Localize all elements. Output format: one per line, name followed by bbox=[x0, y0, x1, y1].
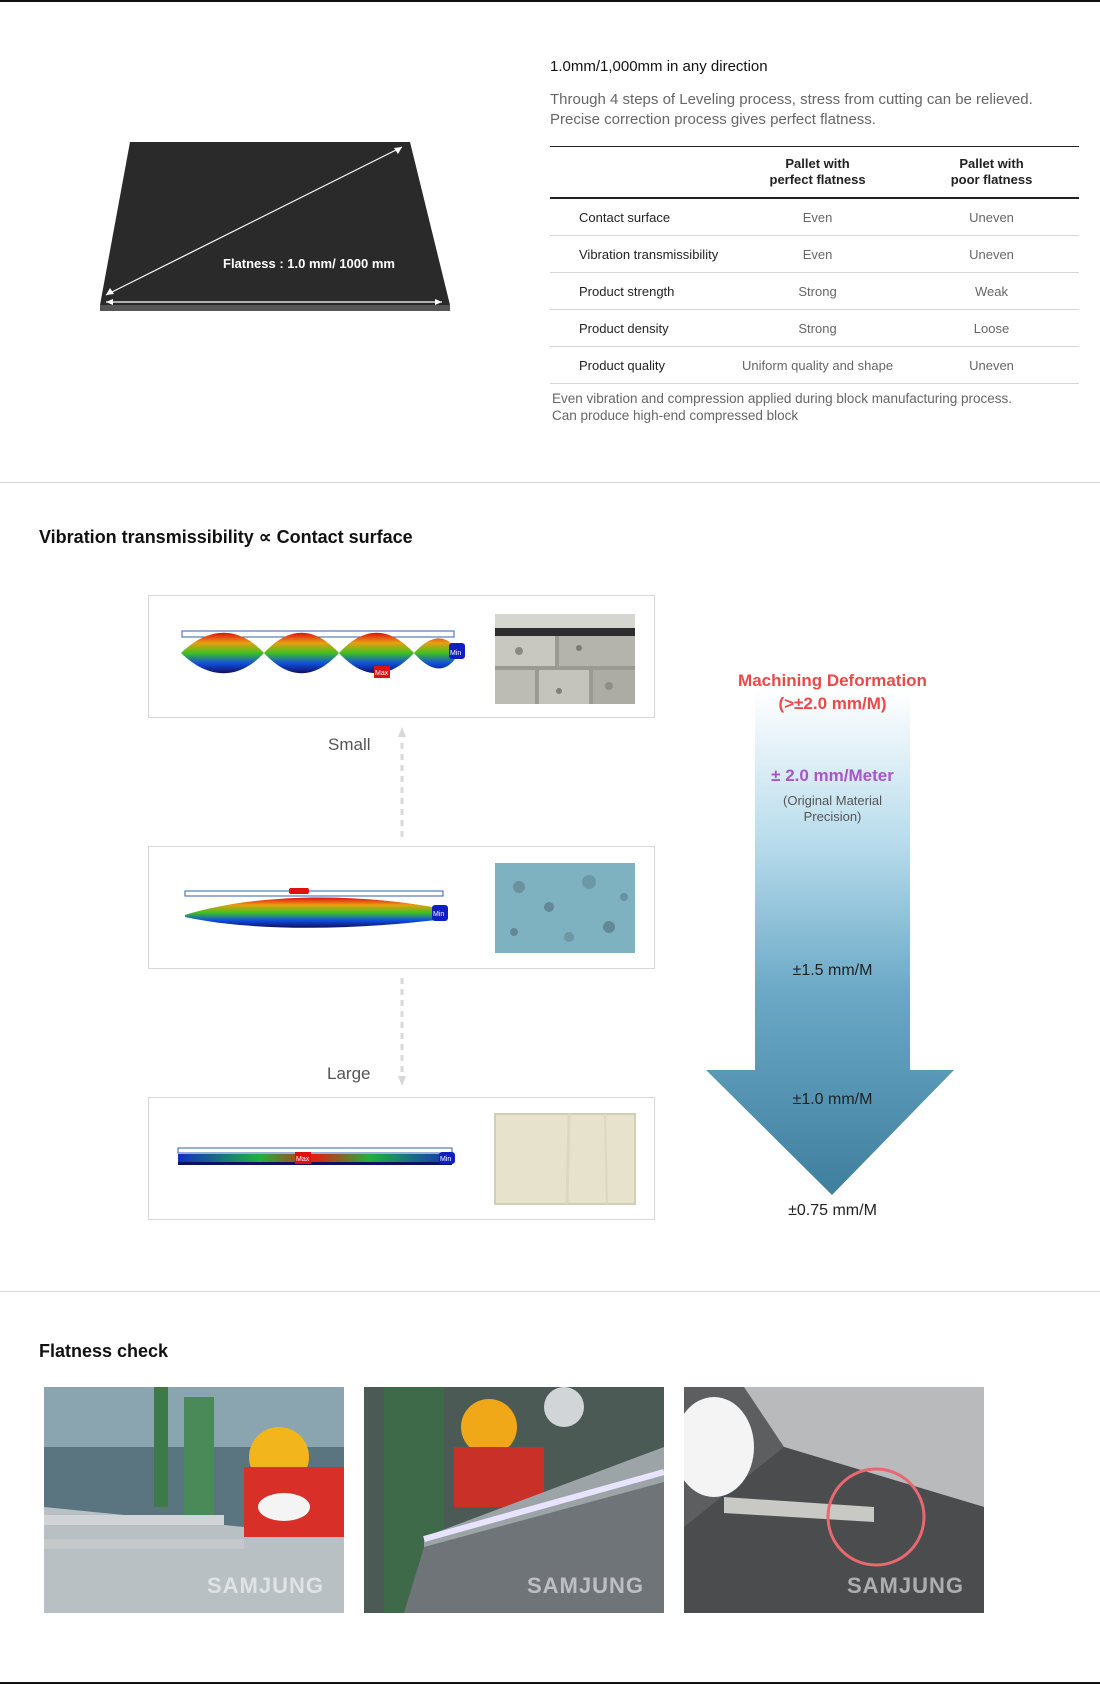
table-row bbox=[550, 310, 1079, 347]
flatness-spec-title: 1.0mm/1,000mm in any direction bbox=[550, 58, 768, 75]
flatness-description bbox=[550, 90, 1050, 130]
vibration-case-large bbox=[148, 1097, 655, 1220]
cell-poor: Uneven bbox=[904, 236, 1079, 273]
level-1-5: ±1.5 mm/M bbox=[792, 962, 873, 979]
max-marker: Max bbox=[296, 1156, 310, 1163]
flatness-check-photo-2 bbox=[364, 1387, 664, 1613]
vibration-case-small bbox=[148, 595, 655, 718]
footnote-line: Can produce high-end compressed block bbox=[552, 408, 799, 423]
top-border bbox=[0, 0, 1100, 2]
dashed-arrow-up bbox=[398, 727, 406, 839]
row-label: Contact surface bbox=[550, 198, 731, 236]
cell-perfect: Strong bbox=[731, 273, 904, 310]
cell-perfect: Even bbox=[731, 236, 904, 273]
table-row bbox=[550, 198, 1079, 236]
row-label: Product strength bbox=[550, 273, 731, 310]
min-marker: Min bbox=[440, 1156, 452, 1163]
flatness-check-photo-1 bbox=[44, 1387, 344, 1613]
vibration-section-title: Vibration transmissibility ∝ Contact surface bbox=[39, 527, 413, 547]
flatness-footnote bbox=[552, 390, 1072, 424]
level-0-75: ±0.75 mm/M bbox=[788, 1202, 877, 1219]
row-label: Product quality bbox=[550, 347, 731, 384]
table-header-row bbox=[550, 147, 1079, 199]
table-row bbox=[550, 347, 1079, 384]
smooth-block-texture bbox=[495, 863, 635, 953]
table-row bbox=[550, 236, 1079, 273]
section-divider bbox=[0, 1291, 1100, 1292]
deformation-label: Machining Deformation (>±2.0 mm/M) bbox=[738, 671, 927, 713]
vibration-case-medium bbox=[148, 846, 655, 969]
cell-poor: Uneven bbox=[904, 198, 1079, 236]
dense-block-texture bbox=[495, 1114, 635, 1204]
large-label: Large bbox=[327, 1064, 371, 1083]
small-label: Small bbox=[328, 735, 371, 754]
meter-precision-value: ± 2.0 mm/Meter bbox=[771, 766, 894, 785]
pallet-caption: Flatness : 1.0 mm/ 1000 mm bbox=[223, 256, 395, 271]
flatness-check-photo-3 bbox=[684, 1387, 984, 1613]
samjung-watermark: SAMJUNG bbox=[206, 1573, 324, 1598]
min-marker: Min bbox=[450, 650, 462, 657]
description-line: Through 4 steps of Leveling process, stress from cutting can be relieved. bbox=[550, 91, 1033, 108]
section-divider bbox=[0, 482, 1100, 483]
table-header-perfect: Pallet with perfect flatness bbox=[731, 147, 904, 199]
row-label: Product density bbox=[550, 310, 731, 347]
vibration-simulation-graphic bbox=[181, 631, 465, 678]
deformation-arrow bbox=[700, 660, 965, 1225]
level-1-0: ±1.0 mm/M bbox=[792, 1091, 873, 1108]
table-row bbox=[550, 273, 1079, 310]
flatness-check-title: Flatness check bbox=[39, 1341, 169, 1361]
row-label: Vibration transmissibility bbox=[550, 236, 731, 273]
table-header-poor: Pallet with poor flatness bbox=[904, 147, 1079, 199]
min-marker: Min bbox=[433, 911, 445, 918]
cell-poor: Weak bbox=[904, 273, 1079, 310]
comparison-table bbox=[550, 146, 1079, 384]
cell-perfect: Strong bbox=[731, 310, 904, 347]
vibration-simulation-graphic bbox=[178, 1148, 455, 1165]
samjung-watermark: SAMJUNG bbox=[846, 1573, 964, 1598]
pallet-flatness-image bbox=[90, 135, 460, 335]
cell-perfect: Uniform quality and shape bbox=[731, 347, 904, 384]
footnote-line: Even vibration and compression applied during block manufacturing process. bbox=[552, 391, 1013, 406]
rough-block-texture bbox=[495, 614, 635, 704]
table-header-empty bbox=[550, 147, 731, 199]
cell-poor: Loose bbox=[904, 310, 1079, 347]
cell-poor: Uneven bbox=[904, 347, 1079, 384]
vibration-simulation-graphic bbox=[185, 888, 448, 928]
meter-precision-note: (Original Material Precision) bbox=[783, 793, 882, 824]
max-marker: Max bbox=[375, 670, 389, 677]
dashed-arrow-down bbox=[398, 978, 406, 1086]
samjung-watermark: SAMJUNG bbox=[526, 1573, 644, 1598]
description-line: Precise correction process gives perfect flatness. bbox=[550, 111, 876, 128]
cell-perfect: Even bbox=[731, 198, 904, 236]
